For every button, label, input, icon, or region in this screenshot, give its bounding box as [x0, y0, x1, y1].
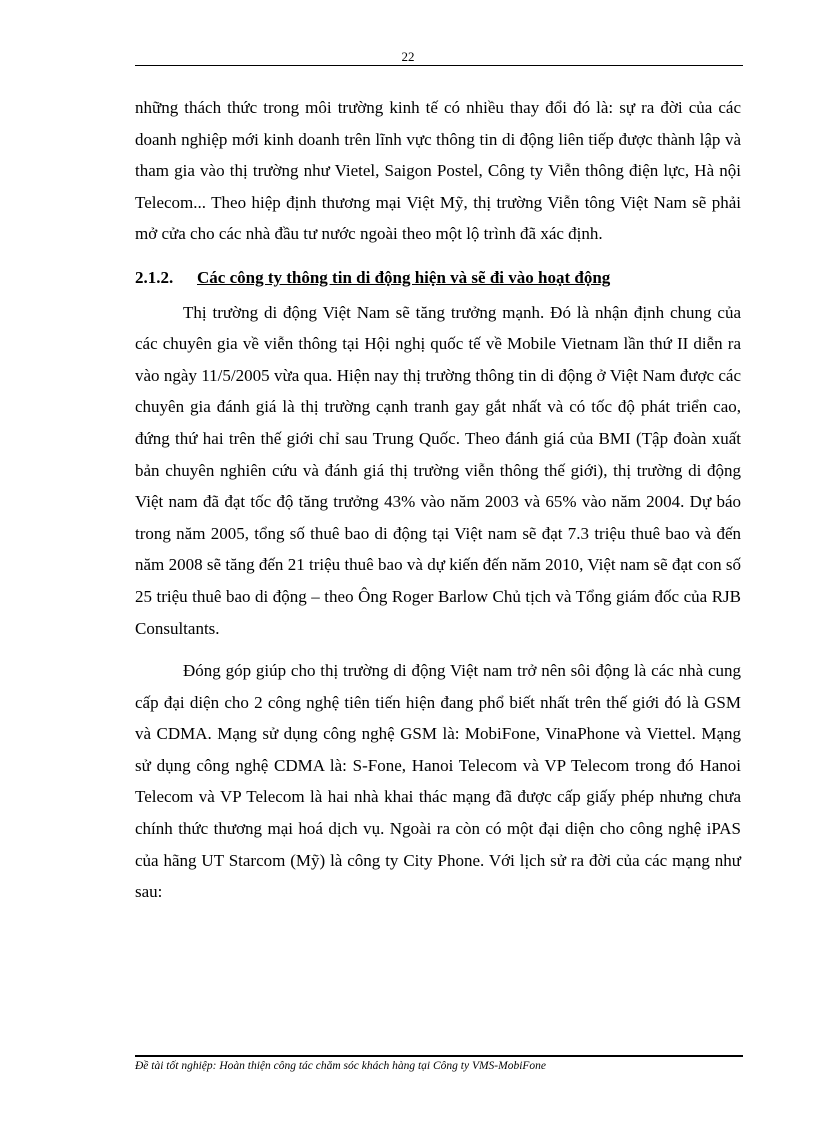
paragraph-continuation: những thách thức trong môi trường kinh tế có nhiều thay đổi đó là: sự ra đời của các doanh nghiệp mới kinh doanh trên lĩnh vực thông tin di động liên tiếp được thành lập và tham gia vào thị trường như Vietel, Saigon Postel, Công ty Viễn thông điện lực, Hà nội Telecom... Theo hiệp định thương mại Việt Mỹ, thị trường Viễn tông Việt Nam sẽ phải mở cửa cho các nhà đầu tư nước ngoài theo một lộ trình đã xác định.	[135, 98, 741, 244]
header-rule	[135, 65, 743, 66]
paragraph-network-providers: Đóng góp giúp cho thị trường di động Việt nam trở nên sôi động là các nhà cung cấp đại diện cho 2 công nghệ tiên tiến hiện đang phổ biết nhất trên thế giới đó là GSM và CDMA. Mạng sử dụng công nghệ GSM là: MobiFone, VinaPhone và Viettel. Mạng sử dụng công nghệ CDMA là: S-Fone, Hanoi Telecom và VP Telecom trong đó Hanoi Telecom và VP Telecom là hai nhà khai thác mạng đã được cấp giấy phép nhưng chưa chính thức thương mại hoá dịch vụ. Ngoài ra còn có một đại diện cho công nghệ iPAS của hãng UT Starcom (Mỹ) là công ty City Phone. Với lịch sử ra đời của các mạng như sau:	[135, 661, 741, 902]
page-number: 22	[401, 49, 415, 64]
section-title: Các công ty thông tin di động hiện và sẽ đi vào hoạt động	[197, 267, 611, 287]
document-body	[135, 92, 741, 908]
section-heading	[135, 262, 741, 294]
section-number: 2.1.2.	[135, 267, 174, 287]
footer-rule	[135, 1055, 743, 1057]
paragraph-market-growth: Thị trường di động Việt Nam sẽ tăng trưởng mạnh. Đó là nhận định chung của các chuyên gia về viễn thông tại Hội nghị quốc tế về Mobile Vietnam lần thứ II diễn ra vào ngày 11/5/2005 vừa qua. Hiện nay thị trường thông tin di động ở Việt Nam được các chuyên gia đánh giá là thị trường cạnh tranh gay gắt nhất và có tốc độ phát triển cao, đứng thứ hai trên thế giới chỉ sau Trung Quốc. Theo đánh giá của BMI (Tập đoàn xuất bản chuyên nghiên cứu và đánh giá thị trường viễn thông thế giới), thị trường di động Việt nam đã đạt tốc độ tăng trưởng 43% vào năm 2003 và 65% vào năm 2004. Dự báo trong năm 2005, tổng số thuê bao di động tại Việt nam sẽ đạt 7.3 triệu thuê bao và đến năm 2008 sẽ tăng đến 21 triệu thuê bao và dự kiến đến năm 2010, Việt nam sẽ đạt con số 25 triệu thuê bao di động – theo Ông Roger Barlow Chủ tịch và Tổng giám đốc của RJB Consultants.	[135, 302, 741, 638]
footer-thesis-title: Đề tài tốt nghiệp: Hoàn thiện công tác chăm sóc khách hàng tại Công ty VMS-MobiFone	[135, 1060, 547, 1072]
